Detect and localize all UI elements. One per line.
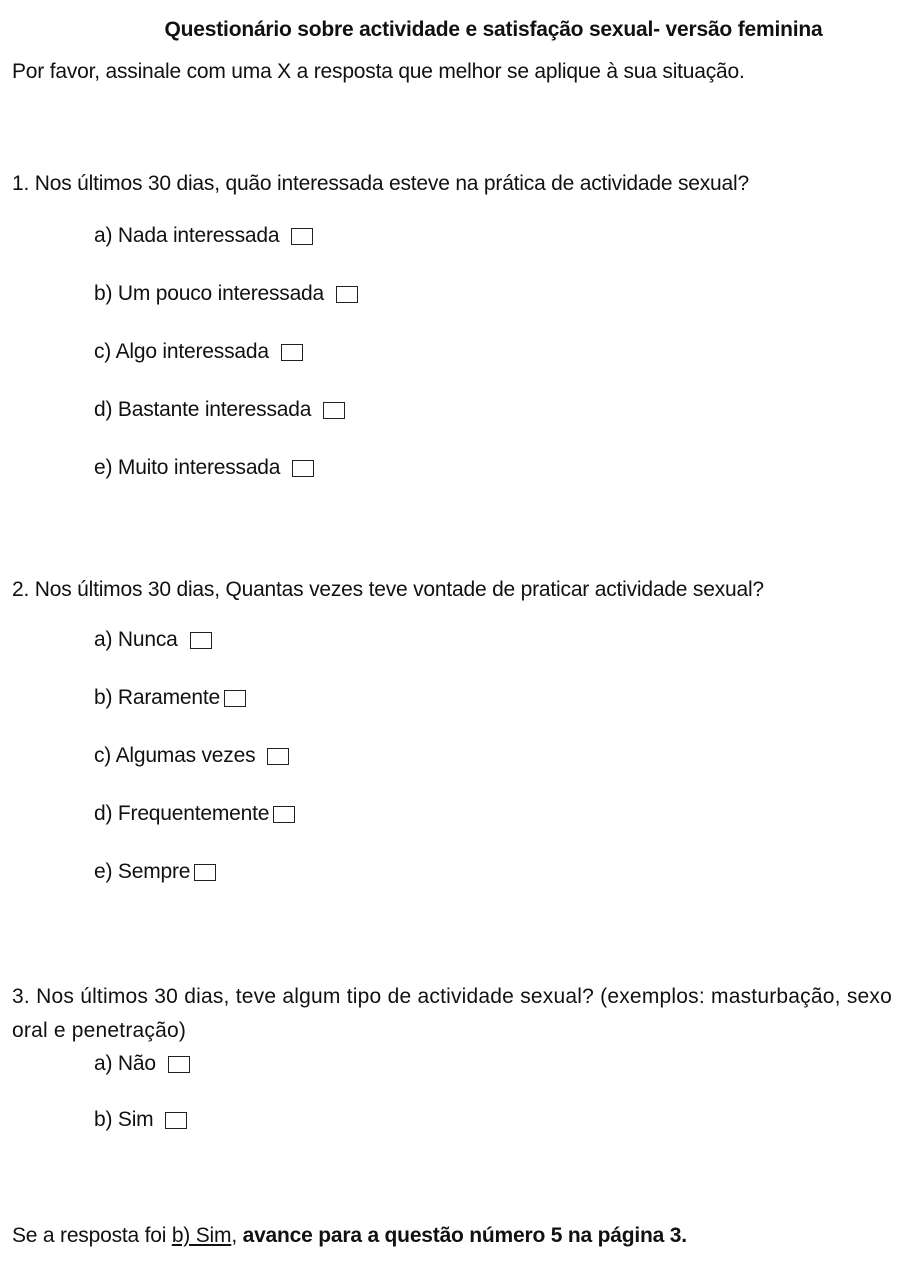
question-2-text: 2. Nos últimos 30 dias, Quantas vezes teve vontade de praticar actividade sexual? <box>12 578 764 601</box>
q2-option-c-label: c) Algumas vezes <box>94 744 256 767</box>
q2-option-d-label: d) Frequentemente <box>94 802 270 825</box>
q3-option-b <box>94 1108 187 1132</box>
skip-instruction-answer: b) Sim <box>171 1224 232 1247</box>
q3-option-a-checkbox[interactable] <box>168 1056 190 1073</box>
q2-option-b-label: b) Raramente <box>94 686 220 709</box>
q2-option-d-checkbox[interactable] <box>273 806 295 823</box>
q2-option-a-checkbox[interactable] <box>190 632 212 649</box>
q1-option-a-label: a) Nada interessada <box>94 224 280 247</box>
q3-option-a-label: a) Não <box>94 1052 156 1075</box>
q2-option-c <box>94 744 289 768</box>
question-3-text: 3. Nos últimos 30 dias, teve algum tipo de actividade sexual? (exemplos: masturbação, sexo oral e penetração) <box>12 985 892 1042</box>
q1-option-d-label: d) Bastante interessada <box>94 398 312 421</box>
q1-option-b <box>94 282 358 306</box>
q1-option-b-label: b) Um pouco interessada <box>94 282 325 305</box>
q2-option-b-checkbox[interactable] <box>224 690 246 707</box>
q1-option-a <box>94 224 313 248</box>
q3-option-b-checkbox[interactable] <box>165 1112 187 1129</box>
q1-option-c-checkbox[interactable] <box>281 344 303 361</box>
skip-instruction-target: avance para a questão número 5 na página 3. <box>242 1224 687 1247</box>
q3-option-a <box>94 1052 190 1076</box>
q2-option-a <box>94 628 212 652</box>
q1-option-c-label: c) Algo interessada <box>94 340 269 363</box>
q1-option-b-checkbox[interactable] <box>336 286 358 303</box>
q1-option-a-checkbox[interactable] <box>291 228 313 245</box>
q2-option-b <box>94 686 246 710</box>
q3-option-b-label: b) Sim <box>94 1108 154 1131</box>
instructions-text: Por favor, assinale com uma X a resposta que melhor se aplique à sua situação. <box>12 60 745 83</box>
q2-option-e <box>94 860 216 884</box>
q1-option-e-checkbox[interactable] <box>292 460 314 477</box>
question-1-text: 1. Nos últimos 30 dias, quão interessada esteve na prática de actividade sexual? <box>12 172 749 195</box>
q2-option-e-checkbox[interactable] <box>194 864 216 881</box>
q1-option-d-checkbox[interactable] <box>323 402 345 419</box>
q1-option-e-label: e) Muito interessada <box>94 456 281 479</box>
skip-instruction-comma: , <box>231 1224 243 1247</box>
q1-option-d <box>94 398 345 422</box>
q1-option-c <box>94 340 303 364</box>
q2-option-e-label: e) Sempre <box>94 860 191 883</box>
q1-option-e <box>94 456 314 480</box>
q2-option-c-checkbox[interactable] <box>267 748 289 765</box>
q2-option-a-label: a) Nunca <box>94 628 178 651</box>
document-title: Questionário sobre actividade e satisfação sexual- versão feminina <box>164 18 823 41</box>
q2-option-d <box>94 802 295 826</box>
skip-instruction-prefix: Se a resposta foi <box>12 1224 172 1247</box>
skip-instruction <box>12 1224 687 1248</box>
